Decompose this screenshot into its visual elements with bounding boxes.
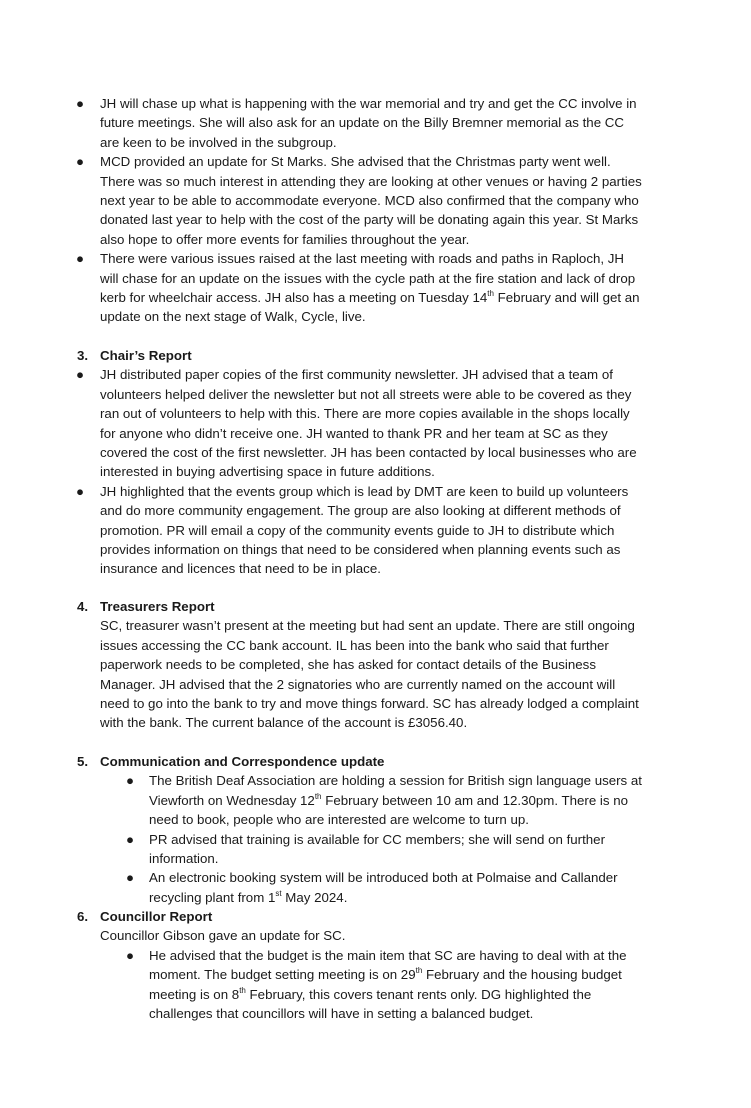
communication-section <box>0 752 751 907</box>
section-paragraph: Councillor Gibson gave an update for SC. <box>100 928 346 944</box>
list-item <box>0 482 645 579</box>
bullet-icon: ● <box>126 831 135 847</box>
section-number: 3. <box>77 348 89 363</box>
bullet-text: An electronic booking system will be introduced both at Polmaise and Callander recycling plant from 1st May 2024. <box>149 870 618 905</box>
treasurer-report-section <box>0 597 751 733</box>
bullet-icon: ● <box>126 773 135 789</box>
bullet-icon: ● <box>126 947 135 963</box>
bullet-icon: ● <box>76 367 85 383</box>
list-item <box>0 868 649 907</box>
bullet-text: MCD provided an update for St Marks. She advised that the Christmas party went well. There was so much interest in attending they are looking at other venues or having 2 parties next year to be able to accommodate everyone. MCD also confirmed that the company who donated last year to help with the cost of the party will be donating again this year. St Marks also hope to offer more events for families throughout the year. <box>100 154 642 247</box>
bullet-text: JH distributed paper copies of the first community newsletter. JH advised that a team of volunteers helped deliver the newsletter but not all streets were able to be covered as they ran out of volunteers to help with this. There are more copies available in the shops locally for anyone who didn’t receive one. JH wanted to thank PR and her team at SC as they covered the cost of the first newsletter. JH has been contacted by local businesses who are interested in buying advertising space in future additions. <box>100 367 637 480</box>
section-number: 6. <box>77 909 89 924</box>
bullet-icon: ● <box>76 251 85 267</box>
list-item <box>0 152 645 249</box>
section-number: 4. <box>77 599 89 614</box>
section-title: Chair’s Report <box>100 348 192 363</box>
list-item <box>0 249 645 327</box>
bullet-icon: ● <box>76 154 85 170</box>
section-number: 5. <box>77 754 89 769</box>
list-item <box>0 946 649 1024</box>
bullet-icon: ● <box>126 870 135 886</box>
chair-report-section <box>0 346 751 579</box>
list-item <box>0 365 645 481</box>
section-heading <box>0 752 751 771</box>
list-item <box>0 771 649 829</box>
bullet-text: JH will chase up what is happening with the war memorial and try and get the CC involve in future meetings. She will also ask for an update on the Billy Bremner memorial as the CC are keen to be involved in the subgroup. <box>100 96 637 150</box>
councillor-report-section <box>0 907 751 1023</box>
list-item <box>0 830 649 869</box>
section-paragraph: SC, treasurer wasn’t present at the meeting but had sent an update. There are still ongoing issues accessing the CC bank account. IL has been into the bank who said that further paperwork needs to be completed, she has asked for contact details of the Business Manager. JH advised that the 2 signatories who are currently named on the account will need to go into the bank to try and move things forward. SC has already lodged a complaint with the bank. The current balance of the account is £3056.40. <box>100 618 639 731</box>
section-heading <box>0 346 751 365</box>
bullet-text: JH highlighted that the events group which is lead by DMT are keen to build up volunteers and do more community engagement. The group are also looking at different methods of promotion. PR will email a copy of the community events guide to JH to distribute which provides information on things that need to be considered when planning events such as insurance and licences that need to be in place. <box>100 483 629 577</box>
bullet-text: The British Deaf Association are holding a session for British sign language users at Viewforth on Wednesday 12th February between 10 am and 12.30pm. There is no need to book, people who are interested are welcome to turn up. <box>149 773 642 828</box>
bullet-text: PR advised that training is available for CC members; she will send on further information. <box>149 831 605 867</box>
bullet-icon: ● <box>76 96 85 111</box>
section-title: Communication and Correspondence update <box>100 754 385 769</box>
bullet-text: There were various issues raised at the last meeting with roads and paths in Raploch, JH will chase for an update on the issues with the cycle path at the fire station and lack of drop kerb for wheelchair access. JH also has a meeting on Tuesday 14th February and will get an update on the next stage of Walk, Cycle, live. <box>100 251 640 325</box>
list-item <box>0 94 645 152</box>
top-bullet-list <box>0 94 751 327</box>
section-title: Treasurers Report <box>100 599 215 614</box>
bullet-text: He advised that the budget is the main item that SC are having to deal with at the moment. The budget setting meeting is on 29th February and the housing budget meeting is on 8th February, this covers tenant rents only. DG highlighted the challenges that councillors will have in setting a balanced budget. <box>149 947 627 1022</box>
section-heading <box>0 907 751 926</box>
section-title: Councillor Report <box>100 909 213 924</box>
bullet-icon: ● <box>76 483 85 499</box>
section-heading <box>0 597 751 616</box>
